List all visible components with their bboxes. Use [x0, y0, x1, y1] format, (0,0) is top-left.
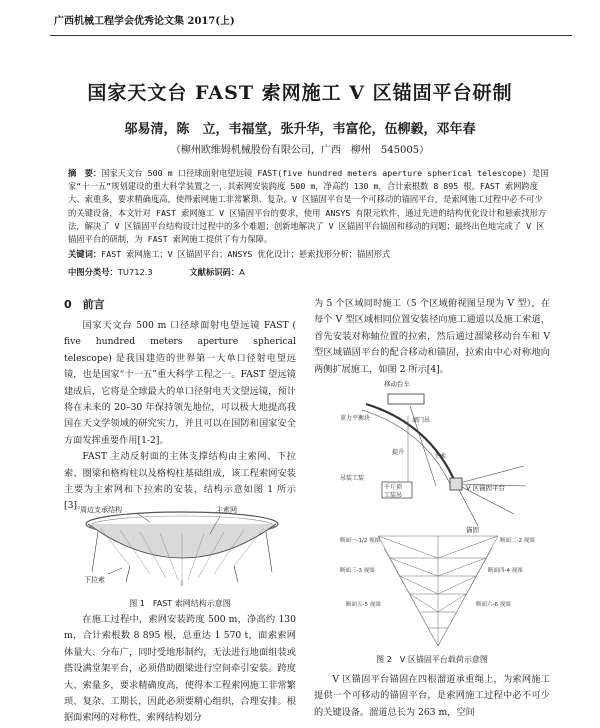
right-column-bottom — [314, 672, 550, 721]
figure-1-drawing — [70, 502, 294, 588]
fig2-label-hoist: 提升 — [392, 449, 405, 456]
left-column-top — [64, 318, 296, 515]
figure-2 — [338, 376, 544, 648]
figure-2-drawing — [338, 376, 544, 648]
clc-label: 中图分类号： — [68, 267, 118, 277]
paper-title: 国家天文台 FAST 索网施工 V 区锚固平台研制 — [87, 82, 513, 104]
abstract — [68, 167, 550, 246]
keywords-text: FAST 索网施工；V 区锚固平台；ANSYS 优化设计；悬索找形分析；锚固形式 — [101, 249, 391, 259]
keywords — [68, 248, 550, 260]
right-column-top — [314, 296, 550, 378]
abstract-label: 摘 要： — [68, 168, 102, 178]
fig2-label-main-cable: 主索 — [434, 453, 447, 460]
fig1-label-ring: 周边支承结构 — [80, 506, 122, 514]
classification-line — [68, 266, 279, 278]
fig1-label-cable: 下拉索 — [84, 576, 105, 584]
doc-code-label: 文献标识码： — [189, 267, 240, 277]
fig2-label-anchor: 锚固 — [466, 526, 479, 534]
fig2-label-winch: 吊装工装 — [340, 475, 365, 482]
fig1-label-net: 主索网 — [216, 506, 237, 514]
fig2-label-section-c: 断面三-3 视图 — [340, 568, 375, 574]
left-column-bottom — [64, 612, 296, 727]
fig2-label-cart: 移动台车 — [384, 380, 410, 388]
doc-code-value: A — [239, 267, 245, 277]
section-heading: 0 前言 — [64, 298, 105, 311]
right-paragraph-1: 为 5 个区域同时施工（5 个区域俯视图呈现为 V 型），在每个 V 型区域相同位置安装径向施工通道以及施工索道，首先安装对称轴位置的拉索，然后通过溜梁移动台车和 V 型区域锚固平台的配合移动和锚固，拉索由中心对称地向两侧扩展施工，如图 2 所示[4]。 — [314, 298, 550, 375]
author-list: 邬易清，陈 立，韦福堂，张升华，韦富伦，伍柳毅，邓年春 — [124, 122, 476, 137]
fig2-label-tool: 工装吊 — [384, 492, 403, 499]
fig2-label-platform: V 区锚固平台 — [466, 484, 506, 492]
keywords-label: 关键词： — [68, 249, 102, 259]
clc-value: TU712.3 — [117, 267, 153, 277]
figure-1-caption: 图 1 FAST 索网结构示意图 — [129, 599, 231, 608]
affiliation: （柳州欧维姆机械股份有限公司，广西 柳州 545005） — [170, 145, 430, 156]
fig2-label-rope: 溜门吊 — [412, 417, 431, 424]
intro-paragraph-1: 国家天文台 500 m 口径球面射电望远镜 FAST ( five hundred meters aperture spherical telescope) 是我国建造的世界第一大单口径射电望远镜，也是国家“十一五”重大科学工程之一。FAST 望远镜建成后，它将是全球最大的单口径射电天文望远镜，预计将在未来的 20–30 年保持领先地位，可以极大地提高我国在天文学领域的研究实力，并且可以在国防和国家安全方面发挥重要作用[1-2]。 — [64, 320, 296, 446]
running-header: 广西机械工程学会优秀论文集 2017(上) — [54, 16, 235, 27]
fig2-label-jack: 千斤顶 — [384, 484, 403, 491]
figure-2-caption: 图 2 V 区锚固平台载荷示意图 — [376, 655, 488, 664]
fig2-label-section-f: 断面六-6 视图 — [476, 602, 511, 608]
fig2-label-section-b: 断面二-2 视图 — [500, 538, 535, 544]
header-rule — [50, 35, 572, 36]
intro-paragraph-3: 在施工过程中，索网安装跨度 500 m，净高约 130 m，合计索根数 8 895 根，总重达 1 570 t，面索索网体量大、分布广，同时受地形制约，无法进行地面组装或搭设满堂架平台，必须借助圈梁进行空间牵引安装。跨度大、索量多，要求精确度高，使得本工程索网施工非常繁琐、复杂、工期长，因此必须要精心组织，合理安排。根据面索网的对称性，索网结构划分 — [64, 614, 296, 724]
fig2-label-section-e: 断面五-5 视图 — [346, 602, 381, 608]
figure-1 — [70, 502, 294, 588]
right-paragraph-2: V 区锚固平台锚固在四根溜道承重绳上，为索网施工提供一个可移动的锚固平台，是索网施工过程中必不可少的关键设备。溜道总长为 263 m，空间 — [314, 674, 550, 718]
fig2-label-gravity: 重力平衡块 — [340, 415, 371, 422]
abstract-text: 国家天文台 500 m 口径球面射电望远镜 FAST(five hundred meters aperture spherical telescope) 是国家“十一五”规划建设的重大科学装置之一，其索网安装跨度 500 m，净高约 130 m，合计索根数 8 895 根。FAST 索网跨度大、索重多，要求精确度高，使得索网施工非常繁琐、复杂。V 区锚固平台是一个可移动的锚固平台，是索网施工过程中必不可少的关键设备，本文针对 FAST 索网施工 V 区锚固平台的要求，使用 ANSYS 有限元软件，通过先进的结构优化设计和悬索找形方法，解决了 V 区锚固平台结构设计过程中的多个难题；创新地解决了 V 区锚固平台锚固和移动的问题；最终出色地完成了 V 区锚固平台的研制，为 FAST 索网施工提供了有力保障。 — [68, 168, 549, 245]
fig2-label-section-a: 断面一-1/2 视图 — [340, 538, 381, 544]
fig2-label-section-d: 断面四-4 视图 — [488, 568, 523, 574]
intro-paragraph-2: FAST 主动反射面的主体支撑结构由主索网、下拉索、圈梁和格构柱以及格构柱基础组成，该工程索网安装主要为主索网和下拉索的安装，结构示意如图 1 所示[3]。 — [64, 451, 296, 512]
